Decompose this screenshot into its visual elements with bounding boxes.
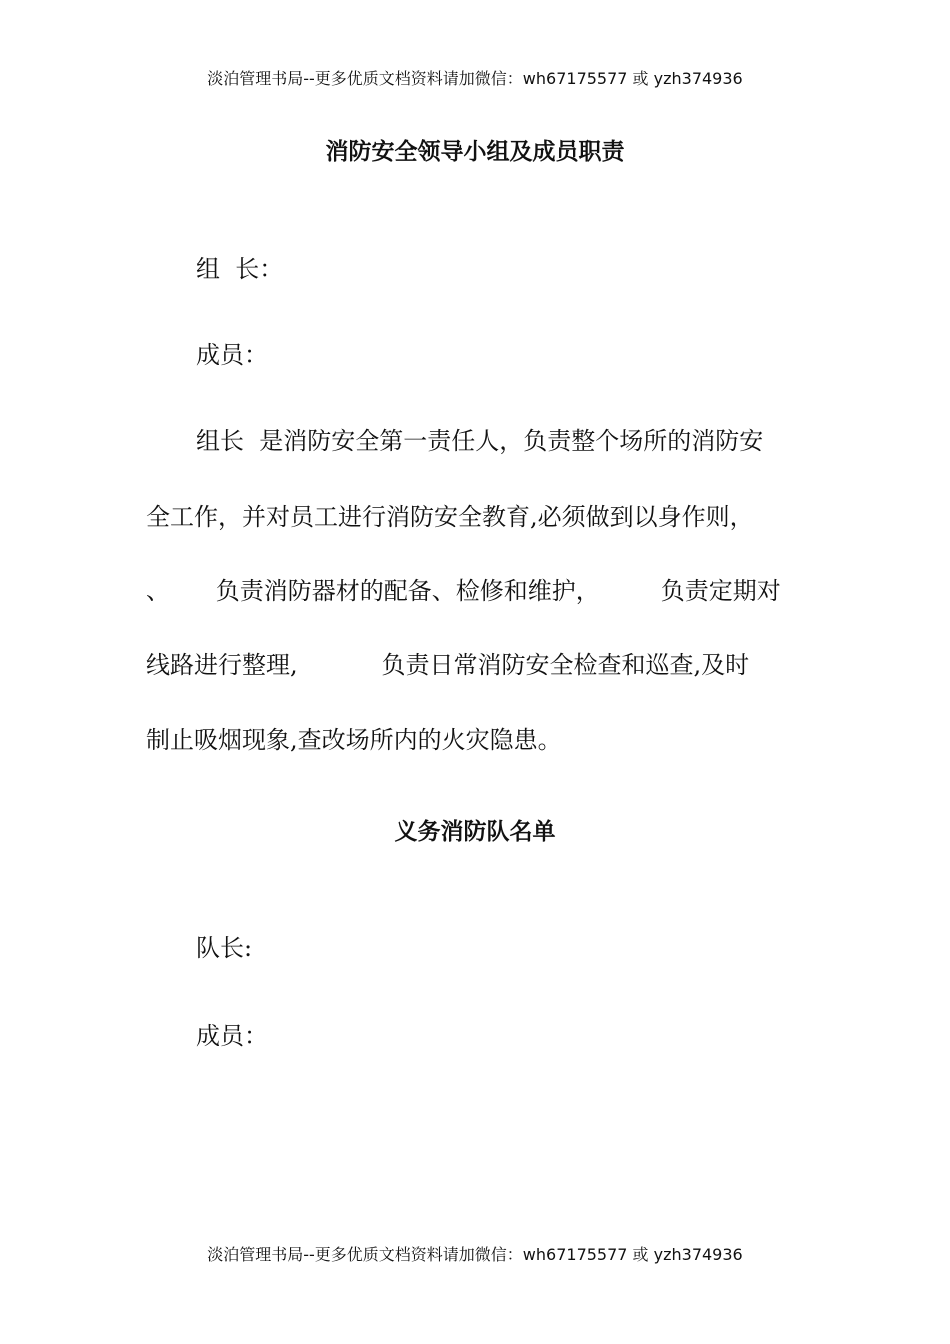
duties-line-4: 线路进行整理, 负责日常消防安全检查和巡查,及时	[146, 651, 750, 679]
duties-line-1: 组长 是消防安全第一责任人，负责整个场所的消防安	[196, 427, 764, 455]
group-members-label: 成员：	[196, 341, 268, 369]
section-title-volunteer-fire-team: 义务消防队名单	[394, 819, 556, 845]
group-leader-label: 组 长：	[196, 255, 284, 283]
duties-line-3: 、 负责消防器材的配备、检修和维护， 负责定期对	[146, 577, 781, 605]
page-footer: 淡泊管理书局--更多优质文档资料请加微信：wh67175577 或 yzh374936	[207, 1245, 743, 1264]
duties-line-2: 全工作，并对员工进行消防安全教育,必须做到以身作则，	[146, 503, 754, 531]
duties-line-5: 制止吸烟现象,查改场所内的火灾隐患。	[146, 726, 562, 754]
team-members-label: 成员：	[196, 1022, 268, 1050]
page-header: 淡泊管理书局--更多优质文档资料请加微信：wh67175577 或 yzh374936	[207, 69, 743, 88]
section-title-fire-safety-group: 消防安全领导小组及成员职责	[325, 139, 625, 165]
team-captain-label: 队长:	[196, 934, 253, 962]
